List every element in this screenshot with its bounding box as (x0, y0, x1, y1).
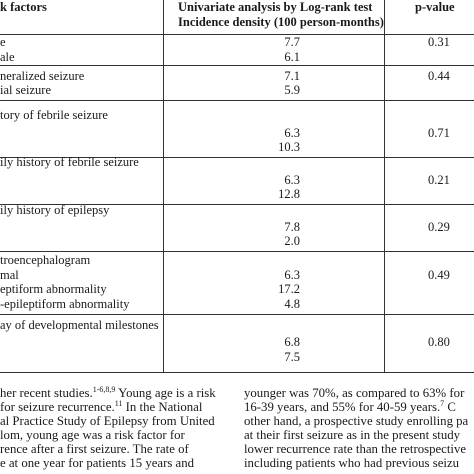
body-line: other hand, a prospective study enrolling pa (244, 414, 469, 428)
table-group-rule (0, 65, 474, 66)
body-line (0, 400, 230, 414)
table-column-divider (163, 0, 164, 372)
row-value: 7.7 (284, 35, 300, 49)
row-pvalue: 0.49 (428, 268, 450, 282)
body-line-text: her recent studies. (0, 386, 93, 400)
body-line-text: for seizure recurrence. (0, 400, 115, 414)
group-title: ily history of epilepsy (0, 203, 110, 217)
body-line (0, 386, 230, 400)
table-header-rule (0, 34, 474, 35)
row-value: 17.2 (278, 282, 300, 296)
citation-superscript: 7 (440, 399, 445, 408)
body-line: including patients who had previous seizu (244, 456, 460, 470)
row-value: 6.8 (284, 335, 300, 349)
table-bottom-rule (0, 372, 474, 373)
row-label: eptiform abnormality (0, 282, 107, 296)
row-value: 5.9 (284, 83, 300, 97)
body-line: e at one year for patients 15 years and (0, 456, 195, 470)
group-title: troencephalogram (0, 253, 91, 267)
body-line: lower recurrence rate than the retrospective (244, 442, 467, 456)
table-group-rule (0, 100, 474, 101)
row-value: 4.8 (284, 297, 300, 311)
group-title: ily history of febrile seizure (0, 155, 139, 169)
row-label: mal (0, 268, 19, 282)
row-label: e (0, 35, 6, 49)
row-pvalue: 0.21 (428, 173, 450, 187)
row-value: 2.0 (284, 234, 300, 248)
row-value: 7.8 (284, 220, 300, 234)
row-pvalue: 0.29 (428, 220, 450, 234)
citation-superscript: 1-6,8,9 (92, 385, 116, 394)
column-header-factor: k factors (0, 0, 47, 14)
body-line (244, 400, 474, 414)
row-value: 6.1 (284, 50, 300, 64)
row-label: ial seizure (0, 83, 52, 97)
body-line-text: 16-39 years, and 55% for 40-59 years. (244, 400, 441, 414)
column-header-pvalue: p-value (415, 0, 455, 14)
table-column-divider (384, 0, 385, 372)
row-pvalue: 0.80 (428, 335, 450, 349)
body-line: al Practice Study of Epilepsy from United (0, 414, 215, 428)
body-line-text: C (444, 400, 456, 414)
table-group-rule (0, 251, 474, 252)
row-value: 7.5 (284, 350, 300, 364)
row-value: 12.8 (278, 187, 300, 201)
row-pvalue: 0.71 (428, 126, 450, 140)
row-label: neralized seizure (0, 69, 85, 83)
table-group-rule (0, 314, 474, 315)
row-value: 10.3 (278, 140, 300, 154)
row-value: 6.3 (284, 268, 300, 282)
body-line-text: In the National (122, 400, 203, 414)
column-header-incidence: Incidence density (100 person-months) (178, 15, 384, 29)
group-title: ay of developmental milestones (0, 318, 159, 332)
column-header-univariate: Univariate analysis by Log-rank test (178, 0, 373, 14)
body-line: younger was 70%, as compared to 63% for (244, 386, 465, 400)
row-label: ale (0, 50, 15, 64)
body-text-left-column (0, 386, 230, 470)
row-value: 7.1 (284, 69, 300, 83)
group-title: tory of febrile seizure (0, 108, 108, 122)
row-label: -epileptiform abnormality (0, 297, 130, 311)
body-line: lom, young age was a risk factor for (0, 428, 185, 442)
body-line: rence after a first seizure. The rate of (0, 442, 189, 456)
row-value: 6.3 (284, 126, 300, 140)
citation-superscript: 11 (114, 399, 123, 408)
body-text-right-column (244, 386, 474, 470)
body-line: at their first seizure as in the present study (244, 428, 461, 442)
row-pvalue: 0.31 (428, 35, 450, 49)
row-pvalue: 0.44 (428, 69, 450, 83)
row-value: 6.3 (284, 173, 300, 187)
body-line-text: Young age is a risk (115, 386, 216, 400)
